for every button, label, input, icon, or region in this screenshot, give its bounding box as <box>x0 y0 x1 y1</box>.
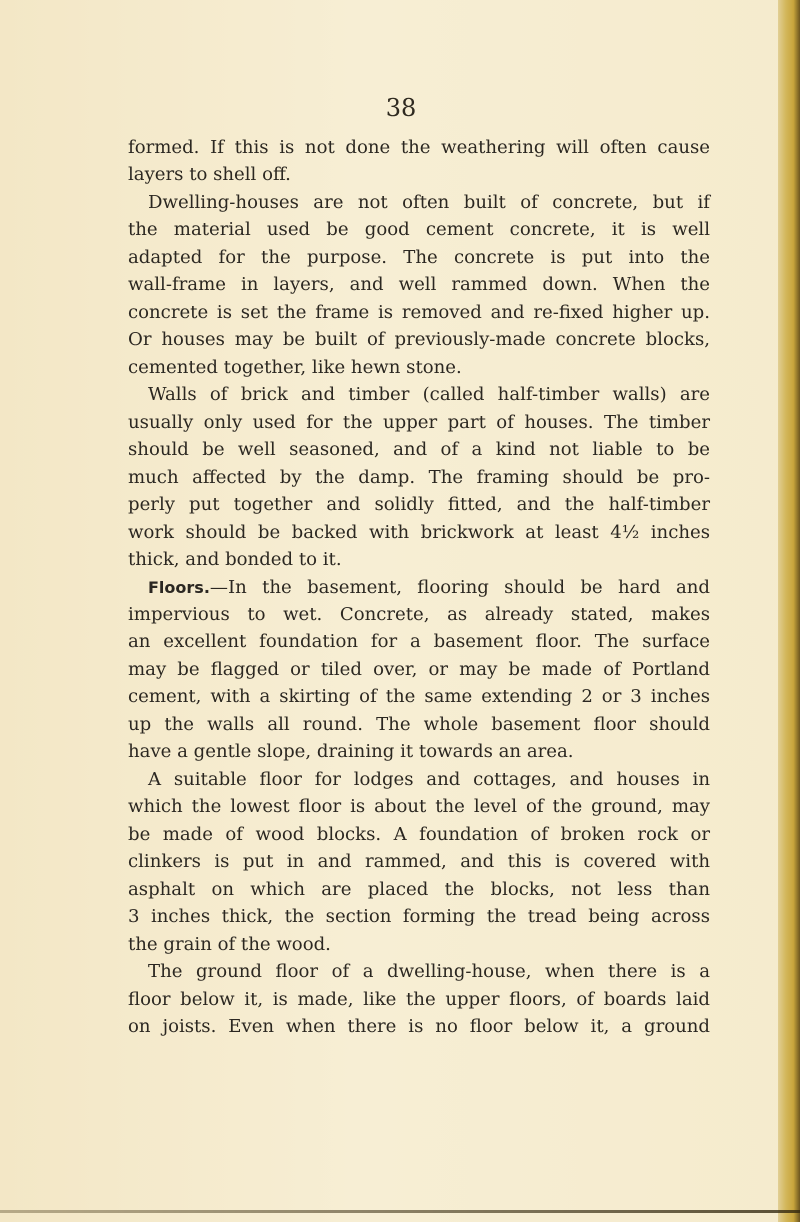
text-line: cemented together, like hewn stone. <box>128 356 462 378</box>
text-line: have a gentle slope, draining it towards an area. <box>128 741 574 763</box>
paragraph <box>128 134 710 189</box>
text-line: an excellent foundation for a basement floor. The surface <box>128 631 710 653</box>
text-line: impervious to wet. Concrete, as already stated, makes <box>128 603 710 625</box>
page-edge-gilt <box>778 0 800 1222</box>
text-line: the material used be good cement concrete, it is well <box>128 219 710 241</box>
text-line: Dwelling-houses are not often built of concrete, but if <box>148 191 710 213</box>
text-line: much affected by the damp. The framing should be pro- <box>128 466 710 488</box>
line-text: —In the basement, flooring should be hard and <box>209 576 710 598</box>
text-line: be made of wood blocks. A foundation of broken rock or <box>128 823 710 845</box>
text-line: asphalt on which are placed the blocks, not less than <box>128 878 710 900</box>
paragraph <box>128 766 710 958</box>
paragraph <box>128 189 710 381</box>
text-line: may be flagged or tiled over, or may be made of Portland <box>128 658 710 680</box>
text-line: concrete is set the frame is removed and re-fixed higher up. <box>128 301 710 323</box>
text-line: cement, with a skirting of the same extending 2 or 3 inches <box>128 686 710 708</box>
text-line: The ground floor of a dwelling-house, when there is a <box>148 961 710 983</box>
paragraph <box>128 958 710 1040</box>
text-line <box>128 574 710 601</box>
text-line: adapted for the purpose. The concrete is put into the <box>128 246 710 268</box>
text-line: wall-frame in layers, and well rammed down. When the <box>128 274 710 296</box>
text-line: 3 inches thick, the section forming the tread being across <box>128 906 710 928</box>
text-line: thick, and bonded to it. <box>128 549 342 571</box>
text-line: the grain of the wood. <box>128 933 331 955</box>
text-line: Walls of brick and timber (called half-timber walls) are <box>148 384 710 406</box>
text-line: layers to shell off. <box>128 164 291 186</box>
paragraph <box>128 574 710 766</box>
text-line: A suitable floor for lodges and cottages, and houses in <box>148 768 710 790</box>
body-text <box>128 134 710 1040</box>
text-line: clinkers is put in and rammed, and this is covered with <box>128 851 710 873</box>
text-line: work should be backed with brickwork at least 4½ inches <box>128 521 710 543</box>
paragraph <box>128 381 710 573</box>
text-line: which the lowest floor is about the level of the ground, may <box>128 796 710 818</box>
page-number: 38 <box>385 94 417 122</box>
text-line: Or houses may be built of previously-made concrete blocks, <box>128 329 710 351</box>
text-line: up the walls all round. The whole basement floor should <box>128 713 710 735</box>
text-line: floor below it, is made, like the upper floors, of boards laid <box>128 988 710 1010</box>
text-line: usually only used for the upper part of houses. The timber <box>128 411 710 433</box>
text-line: should be well seasoned, and of a kind not liable to be <box>128 439 710 461</box>
bottom-edge-rule <box>0 1210 800 1213</box>
run-in-heading: Floors. <box>148 577 210 597</box>
text-line: on joists. Even when there is no floor below it, a ground <box>128 1016 710 1037</box>
text-line: perly put together and solidly fitted, and the half-timber <box>128 494 710 516</box>
text-line: formed. If this is not done the weathering will often cause <box>128 137 710 158</box>
